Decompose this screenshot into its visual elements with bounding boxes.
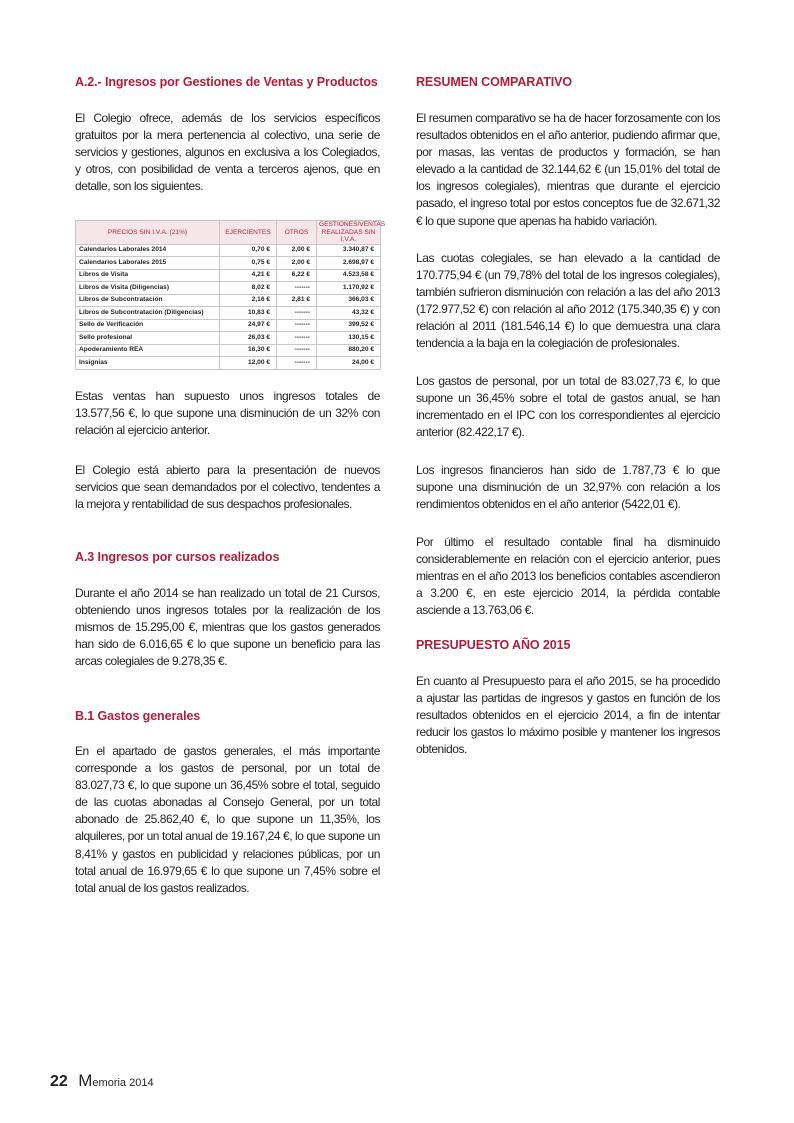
gestiones-total-cell: 3.340,87 €	[317, 244, 381, 257]
footer-title-initial: M	[78, 1071, 93, 1090]
section-a2-intro: El Colegio ofrece, además de los servicios específicos gratuitos por la mera pertenencia al colectivo, una serie de servicios y gestiones, algunos en exclusiva a los Colegiados, y otros, con posibilidad de venta a terceros ajenos, que en detalle, son los siguientes.	[75, 111, 380, 194]
resumen-p1: El resumen comparativo se ha de hacer forzosamente con los resultados obtenidos en el año anterior, pudiendo afirmar que, por masas, las ventas de productos y formación, se han elevado a la cantidad de 32.144,62 € (un 15,01% del total de los ingresos colegiales), mientras que durante el ejercicio pasado, el ingreso total por estos conceptos fue de 32.671,32 € lo que supone que apenas ha habido variación.	[416, 111, 720, 228]
gestiones-total-cell: 4.523,58 €	[317, 269, 381, 282]
header-ejercientes: EJERCIENTES	[220, 221, 277, 245]
header-gestiones: GESTIONES/VENTAS REALIZADAS SIN I.V.A.	[317, 221, 381, 245]
otros-price-cell: 2,81 €	[277, 294, 317, 307]
footer-title	[78, 1071, 154, 1090]
prices-table	[75, 220, 386, 370]
section-b1-heading: B.1 Gastos generales	[75, 709, 201, 723]
otros-price-cell: -------	[277, 282, 317, 295]
gestiones-total-cell: 2.698,97 €	[317, 257, 381, 270]
otros-price-cell: -------	[277, 319, 317, 332]
gestiones-total-cell: 399,52 €	[317, 319, 381, 332]
section-a3-text: Durante el año 2014 se han realizado un total de 21 Cursos, obteniendo unos ingresos totales por la realización de los mismos de 15.295,00 €, mientras que los gastos generados han sido de 6.016,65 € lo que supone un beneficio para las arcas colegiales de 9.278,35 €.	[75, 586, 380, 669]
section-a2-after-1: Estas ventas han supuesto unos ingresos totales de 13.577,56 €, lo que supone una disminución de un 32% con relación al ejercicio anterior.	[75, 389, 380, 438]
product-name-cell: Calendarios Laborales 2015	[76, 257, 220, 270]
otros-price-cell: 2,00 €	[277, 244, 317, 257]
product-name-cell: Apoderamiento REA	[76, 344, 220, 357]
otros-price-cell: -------	[277, 357, 317, 370]
product-name-cell: Libros de Subcontratación (Diligencias)	[76, 307, 220, 320]
ejercientes-price-cell: 0,75 €	[220, 257, 277, 270]
table-row	[76, 294, 381, 307]
ejercientes-price-cell: 24,97 €	[220, 319, 277, 332]
presupuesto-heading: PRESUPUESTO AÑO 2015	[416, 638, 571, 652]
table-row	[76, 344, 381, 357]
footer-title-rest: emoria 2014	[92, 1077, 154, 1089]
gestiones-total-cell: 1.170,92 €	[317, 282, 381, 295]
product-name-cell: Libros de Visita (Diligencias)	[76, 282, 220, 295]
otros-price-cell: 6,22 €	[277, 269, 317, 282]
ejercientes-price-cell: 4,21 €	[220, 269, 277, 282]
section-b1-text: En el apartado de gastos generales, el más importante corresponde a los gastos de personal, por un total de 83.027,73 €, lo que supone un 36,45% sobre el total, seguido de las cuotas abonadas al Consejo General, por un total abonado de 25.862,40 €, lo que supone un 11,35%, los alquileres, por un total anual de 19.167,24 €, lo que supone un 8,41% y gastos en publicidad y relaciones públicas, por un total anual de 16.979,65 € lo que supone un 7,45% sobre el total anual de los gastos realizados.	[75, 744, 380, 895]
resumen-p5: Por último el resultado contable final ha disminuido considerablemente en relación con el ejercicio anterior, pues mientras en el año 2013 los beneficios contables ascendieron a 3.200 €, en este ejercicio 2014, la pérdida contable asciende a 13.763,06 €.	[416, 535, 720, 618]
product-name-cell: Sello profesional	[76, 332, 220, 345]
ejercientes-price-cell: 26,03 €	[220, 332, 277, 345]
table-row	[76, 257, 381, 270]
gestiones-total-cell: 130,15 €	[317, 332, 381, 345]
otros-price-cell: 2,00 €	[277, 257, 317, 270]
ejercientes-price-cell: 12,00 €	[220, 357, 277, 370]
otros-price-cell: -------	[277, 344, 317, 357]
resumen-heading: RESUMEN COMPARATIVO	[416, 75, 572, 89]
ejercientes-price-cell: 16,30 €	[220, 344, 277, 357]
table-row	[76, 319, 381, 332]
resumen-p4: Los ingresos financieros han sido de 1.787,73 € lo que supone una disminución de un 32,97% con relación a los rendimientos obtenidos en el año anterior (5422,01 €).	[416, 463, 720, 512]
table-row	[76, 307, 381, 320]
header-otros: OTROS	[277, 221, 317, 245]
table-row	[76, 357, 381, 370]
section-a3-heading: A.3 Ingresos por cursos realizados	[75, 550, 280, 564]
gestiones-total-cell: 43,32 €	[317, 307, 381, 320]
resumen-p2: Las cuotas colegiales, se han elevado a la cantidad de 170.775,94 € (un 79,78% del total de los ingresos colegiales), también sufrieron disminución con relación a las del año 2013 (172.977,52 €) con relación al año 2012 (175.340,35 €) y con relación al 2011 (181.546,14 €) lo que demuestra una clara tendencia a la baja en la colegiación de profesionales.	[416, 251, 720, 351]
otros-price-cell: -------	[277, 332, 317, 345]
ejercientes-price-cell: 0,70 €	[220, 244, 277, 257]
product-name-cell: Libros de Visita	[76, 269, 220, 282]
resumen-p3: Los gastos de personal, por un total de 83.027,73 €, lo que supone un 36,45% sobre el total de gastos anual, se han incrementado en el IPC con los correspondientes al ejercicio anterior (82.422,17 €).	[416, 374, 720, 440]
table-row	[76, 282, 381, 295]
gestiones-total-cell: 24,00 €	[317, 357, 381, 370]
ejercientes-price-cell: 10,83 €	[220, 307, 277, 320]
table-row	[76, 332, 381, 345]
page-footer	[50, 1071, 154, 1091]
table-row	[76, 244, 381, 257]
product-name-cell: Calendarios Laborales 2014	[76, 244, 220, 257]
ejercientes-price-cell: 2,16 €	[220, 294, 277, 307]
section-a2-after-2: El Colegio está abierto para la presentación de nuevos servicios que sean demandados por el colectivo, tendentes a la mejora y rentabilidad de sus despachos profesionales.	[75, 463, 380, 512]
product-name-cell: Sello de Verificación	[76, 319, 220, 332]
product-name-cell: Libros de Subcontratación	[76, 294, 220, 307]
ejercientes-price-cell: 8,02 €	[220, 282, 277, 295]
header-precios: PRECIOS SIN I.V.A. (21%)	[76, 221, 220, 245]
presupuesto-text: En cuanto al Presupuesto para el año 2015, se ha procedido a ajustar las partidas de ingresos y gastos en función de los resultados obtenidos en el ejercicio 2014, a fin de intentar reducir los gastos lo máximo posible y mantener los ingresos obtenidos.	[416, 674, 720, 757]
gestiones-total-cell: 366,03 €	[317, 294, 381, 307]
page-number: 22	[50, 1073, 68, 1090]
gestiones-total-cell: 880,20 €	[317, 344, 381, 357]
prices-table-header-row	[76, 221, 381, 245]
otros-price-cell: -------	[277, 307, 317, 320]
table-row	[76, 269, 381, 282]
product-name-cell: Insignias	[76, 357, 220, 370]
section-a2-heading: A.2.- Ingresos por Gestiones de Ventas y Productos	[75, 75, 378, 89]
